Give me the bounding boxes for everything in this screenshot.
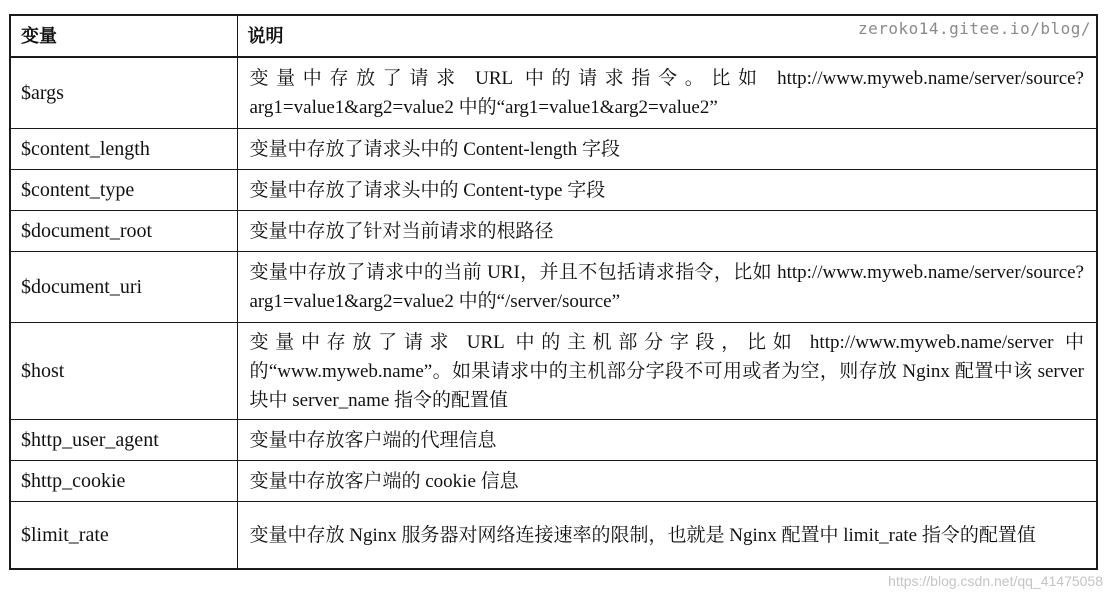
table-row: [10, 129, 1097, 170]
variable-description: 变量中存放了请求头中的 Content-length 字段: [237, 129, 1097, 170]
variable-description: 变量中存放了请求中的当前 URI，并且不包括请求指令，比如 http://www.myweb.name/server/source?arg1=value1&arg2=value2 中的“/server/source”: [237, 252, 1097, 323]
header-variable: 变量: [10, 15, 237, 57]
table-row: [10, 57, 1097, 129]
table-row: [10, 420, 1097, 461]
table-row: [10, 323, 1097, 420]
table-row: [10, 252, 1097, 323]
watermark-top: zeroko14.gitee.io/blog/: [857, 19, 1091, 38]
variable-name: $http_user_agent: [10, 420, 237, 461]
variable-name: $document_root: [10, 211, 237, 252]
variable-name: $content_length: [10, 129, 237, 170]
table-row: [10, 170, 1097, 211]
variable-name: $http_cookie: [10, 461, 237, 502]
variable-description: 变量中存放了请求 URL 中的请求指令。比如 http://www.myweb.name/server/source?arg1=value1&arg2=value2 中的“arg1=value1&arg2=value2”: [237, 57, 1097, 129]
table-row: [10, 461, 1097, 502]
variable-description: 变量中存放客户端的 cookie 信息: [237, 461, 1097, 502]
watermark-bottom: https://blog.csdn.net/qq_41475058: [888, 573, 1103, 589]
variable-description: 变量中存放客户端的代理信息: [237, 420, 1097, 461]
variable-description: 变量中存放 Nginx 服务器对网络连接速率的限制，也就是 Nginx 配置中 limit_rate 指令的配置值: [237, 502, 1097, 570]
variable-description: 变量中存放了请求 URL 中的主机部分字段，比如 http://www.myweb.name/server 中的“www.myweb.name”。如果请求中的主机部分字段不可用或者为空，则存放 Nginx 配置中该 server 块中 server_name 指令的配置值: [237, 323, 1097, 420]
header-description: 说明: [237, 15, 1097, 57]
variable-name: $args: [10, 57, 237, 129]
variable-name: $content_type: [10, 170, 237, 211]
variable-name: $document_uri: [10, 252, 237, 323]
variable-name: $limit_rate: [10, 502, 237, 570]
nginx-variables-table: [9, 14, 1098, 570]
table-row: [10, 502, 1097, 570]
table-row: [10, 211, 1097, 252]
variable-description: 变量中存放了针对当前请求的根路径: [237, 211, 1097, 252]
variable-description: 变量中存放了请求头中的 Content-type 字段: [237, 170, 1097, 211]
variable-name: $host: [10, 323, 237, 420]
